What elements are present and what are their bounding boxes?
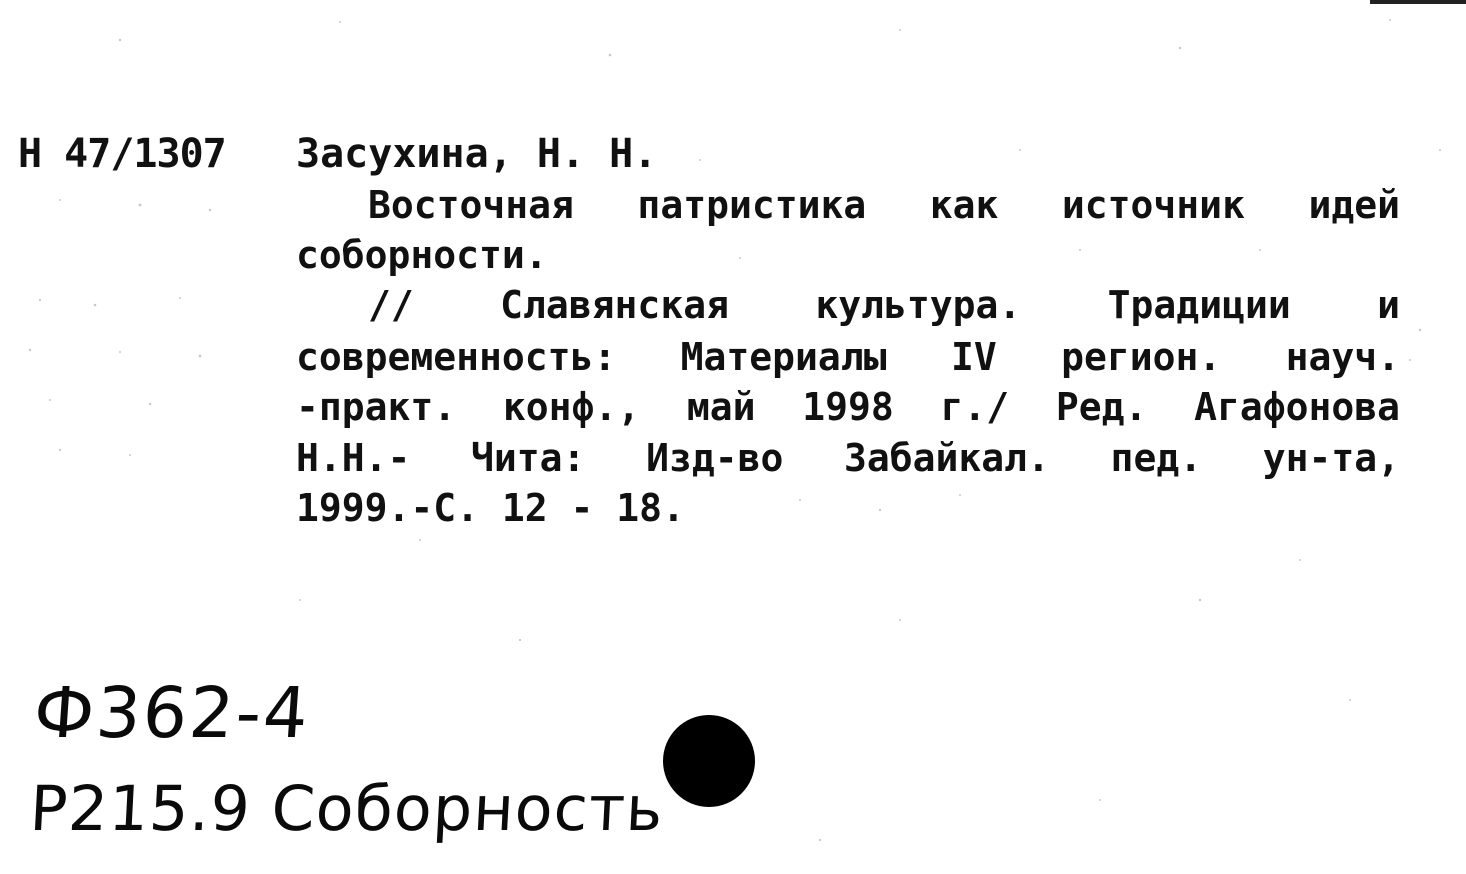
handwritten-classification-1: Ф362-4 [31,672,313,754]
title-line-1: Восточная патристика как источник идей [368,186,1400,226]
source-line-4: Н.Н.- Чита: Изд-во Забайкал. пед. ун-та, [296,439,1400,479]
author-name: Засухина, Н. Н. [296,131,658,177]
handwritten-classification-2: Р215.9 Соборность [28,772,666,845]
source-line-3: -практ. конф., май 1998 г./ Ред. Агафонова [296,388,1400,428]
punch-dot [663,715,755,807]
source-line-1: // Славянская культура. Традиции и [368,286,1400,326]
title-line-2: соборности. [296,236,548,276]
source-line-5: 1999.-С. 12 - 18. [296,489,685,529]
shelf-mark: Н 47/1307 [18,131,226,177]
source-line-2: современность: Материалы IV регион. науч. [296,338,1400,378]
